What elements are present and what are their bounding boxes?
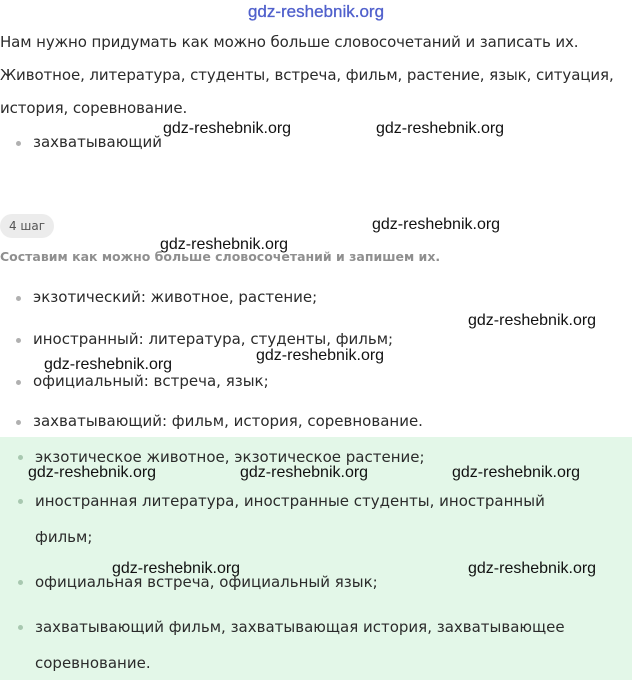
watermark: gdz-reshebnik.org: [163, 120, 292, 137]
task-line-3: история, соревнование.: [0, 99, 188, 117]
watermark: gdz-reshebnik.org: [112, 560, 241, 577]
answer-line: захватывающий фильм, захватывающая история, захватывающее: [35, 618, 565, 636]
answer-item-text: [35, 483, 595, 555]
watermark: gdz-reshebnik.org: [160, 236, 289, 253]
bullet-dot: [16, 296, 21, 301]
watermark: gdz-reshebnik.org: [468, 312, 597, 329]
watermark: gdz-reshebnik.org: [468, 560, 597, 577]
bullet-dot: [18, 580, 23, 585]
list-item-text: экзотический: животное, растение;: [33, 288, 318, 306]
answer-line: иностранная литература, иностранные студенты, иностранный: [35, 492, 545, 510]
watermark: gdz-reshebnik.org: [372, 216, 501, 233]
list-item-text: захватывающий: [33, 133, 162, 151]
answer-line: соревнование.: [35, 654, 151, 672]
answer-line: официальная встреча, официальный язык;: [35, 573, 378, 591]
watermark: gdz-reshebnik.org: [44, 356, 173, 373]
answer-line: экзотическое животное, экзотическое растение;: [35, 448, 425, 466]
list-item-text: официальный: встреча, язык;: [33, 372, 269, 390]
answer-line: фильм;: [35, 528, 93, 546]
bullet-dot: [16, 338, 21, 343]
bullet-dot: [18, 625, 23, 630]
watermark: gdz-reshebnik.org: [240, 464, 369, 481]
watermark: gdz-reshebnik.org: [376, 120, 505, 137]
watermark: gdz-reshebnik.org: [256, 347, 385, 364]
answer-item-text: [35, 609, 595, 681]
step-title: Составим как можно больше словосочетаний и запишем их.: [0, 249, 441, 264]
watermark: gdz-reshebnik.org: [452, 464, 581, 481]
bullet-dot: [16, 420, 21, 425]
task-line-1: Нам нужно придумать как можно больше словосочетаний и записать их.: [0, 33, 579, 51]
task-line-2: Животное, литература, студенты, встреча, фильм, растение, язык, ситуация,: [0, 66, 614, 84]
bullet-dot: [18, 455, 23, 460]
bullet-dot: [18, 499, 23, 504]
step-badge: 4 шаг: [0, 214, 54, 238]
list-item-text: иностранный: литература, студенты, фильм;: [33, 330, 394, 348]
list-item-text: захватывающий: фильм, история, соревнование.: [33, 412, 423, 430]
watermark: gdz-reshebnik.org: [28, 464, 157, 481]
bullet-dot: [16, 380, 21, 385]
bullet-dot: [16, 141, 21, 146]
header-watermark: gdz-reshebnik.org: [247, 2, 385, 21]
